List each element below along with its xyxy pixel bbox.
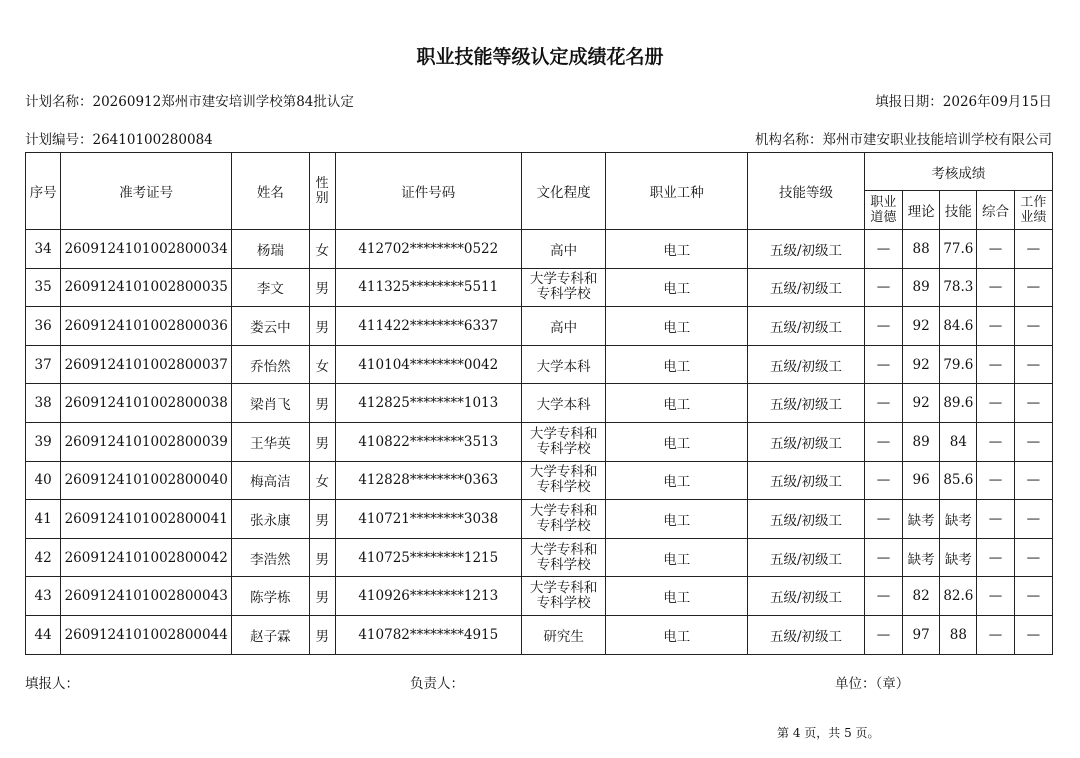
cell-ethics: —: [864, 345, 902, 384]
cell-skill: 78.3: [940, 268, 977, 307]
cell-seq: 44: [26, 615, 61, 654]
table-row: [26, 538, 1053, 577]
table-row: [26, 422, 1053, 461]
cell-id-no: 411325********5511: [335, 268, 521, 307]
cell-education: 研究生: [521, 615, 605, 654]
cell-id-no: 412825********1013: [335, 384, 521, 423]
cell-skill-level: 五级/初级工: [748, 345, 865, 384]
header-occupation: 职业工种: [606, 153, 748, 230]
table-row: [26, 615, 1053, 654]
education-text: 大学专科和专科学校: [529, 580, 598, 612]
cell-id-no: 411422********6337: [335, 307, 521, 346]
education-text: 大学专科和专科学校: [529, 541, 598, 573]
cell-education: [521, 461, 605, 500]
cell-gender: 女: [309, 461, 335, 500]
cell-exam-no: 2609124101002800044: [61, 615, 232, 654]
cell-id-no: 410822********3513: [335, 422, 521, 461]
cell-skill-level: 五级/初级工: [748, 307, 865, 346]
cell-ethics: —: [864, 384, 902, 423]
cell-occupation: 电工: [606, 538, 748, 577]
cell-name: 陈学栋: [232, 577, 309, 616]
cell-name: 娄云中: [232, 307, 309, 346]
cell-skill-level: 五级/初级工: [748, 384, 865, 423]
cell-theory: 缺考: [903, 500, 940, 539]
cell-name: 乔怡然: [232, 345, 309, 384]
cell-name: 张永康: [232, 500, 309, 539]
header-scores-group: 考核成绩: [864, 153, 1052, 191]
cell-comprehensive: —: [977, 230, 1014, 269]
cell-theory: 97: [903, 615, 940, 654]
page-info: 第 4 页，共 5 页。: [777, 726, 880, 740]
cell-ethics: —: [864, 461, 902, 500]
cell-occupation: 电工: [606, 500, 748, 539]
cell-skill: 79.6: [940, 345, 977, 384]
cell-comprehensive: —: [977, 345, 1014, 384]
cell-skill: 88: [940, 615, 977, 654]
cell-seq: 35: [26, 268, 61, 307]
cell-work-perf: —: [1014, 500, 1052, 539]
cell-seq: 43: [26, 577, 61, 616]
table-row: [26, 577, 1053, 616]
cell-comprehensive: —: [977, 615, 1014, 654]
cell-occupation: 电工: [606, 345, 748, 384]
cell-ethics: —: [864, 615, 902, 654]
cell-seq: 36: [26, 307, 61, 346]
cell-ethics: —: [864, 422, 902, 461]
cell-exam-no: 2609124101002800038: [61, 384, 232, 423]
table-row: [26, 307, 1053, 346]
table-row: [26, 500, 1053, 539]
cell-skill: 缺考: [940, 538, 977, 577]
header-seq: 序号: [26, 153, 61, 230]
cell-occupation: 电工: [606, 384, 748, 423]
cell-skill-level: 五级/初级工: [748, 577, 865, 616]
supervisor-label: 负责人：: [410, 676, 464, 692]
cell-id-no: 410104********0042: [335, 345, 521, 384]
header-name: 姓名: [232, 153, 309, 230]
cell-skill-level: 五级/初级工: [748, 461, 865, 500]
cell-education: [521, 268, 605, 307]
cell-occupation: 电工: [606, 461, 748, 500]
header-id-no: 证件号码: [335, 153, 521, 230]
cell-seq: 41: [26, 500, 61, 539]
cell-gender: 男: [309, 538, 335, 577]
cell-exam-no: 2609124101002800039: [61, 422, 232, 461]
cell-exam-no: 2609124101002800040: [61, 461, 232, 500]
table-row: [26, 345, 1053, 384]
cell-occupation: 电工: [606, 422, 748, 461]
cell-ethics: —: [864, 268, 902, 307]
cell-skill: 89.6: [940, 384, 977, 423]
cell-comprehensive: —: [977, 268, 1014, 307]
header-education: 文化程度: [521, 153, 605, 230]
document-title: 职业技能等级认定成绩花名册: [416, 46, 664, 68]
table-row: [26, 230, 1053, 269]
cell-education: [521, 500, 605, 539]
plan-name: 计划名称：20260912郑州市建安培训学校第84批认定: [25, 94, 354, 110]
cell-id-no: 410926********1213: [335, 577, 521, 616]
cell-name: 杨瑞: [232, 230, 309, 269]
cell-theory: 92: [903, 384, 940, 423]
cell-exam-no: 2609124101002800037: [61, 345, 232, 384]
cell-theory: 96: [903, 461, 940, 500]
cell-work-perf: —: [1014, 345, 1052, 384]
header-comprehensive: 综合: [977, 191, 1014, 230]
cell-name: 王华英: [232, 422, 309, 461]
cell-comprehensive: —: [977, 500, 1014, 539]
table-row: [26, 268, 1053, 307]
cell-occupation: 电工: [606, 577, 748, 616]
cell-skill: 85.6: [940, 461, 977, 500]
cell-seq: 42: [26, 538, 61, 577]
cell-work-perf: —: [1014, 268, 1052, 307]
cell-comprehensive: —: [977, 307, 1014, 346]
cell-id-no: 410721********3038: [335, 500, 521, 539]
table-row: [26, 461, 1053, 500]
cell-comprehensive: —: [977, 461, 1014, 500]
cell-work-perf: —: [1014, 461, 1052, 500]
unit-seal-label: 单位：（章）: [835, 676, 910, 692]
cell-skill-level: 五级/初级工: [748, 500, 865, 539]
cell-skill: 84: [940, 422, 977, 461]
cell-skill: 84.6: [940, 307, 977, 346]
cell-skill: 77.6: [940, 230, 977, 269]
cell-id-no: 410782********4915: [335, 615, 521, 654]
cell-exam-no: 2609124101002800041: [61, 500, 232, 539]
cell-gender: 男: [309, 307, 335, 346]
header-ethics: 职业道德: [864, 191, 902, 230]
cell-ethics: —: [864, 230, 902, 269]
filler-label: 填报人：: [25, 676, 79, 692]
header-work-perf: 工作业绩: [1014, 191, 1052, 230]
cell-theory: 92: [903, 345, 940, 384]
cell-work-perf: —: [1014, 230, 1052, 269]
cell-comprehensive: —: [977, 422, 1014, 461]
cell-skill-level: 五级/初级工: [748, 230, 865, 269]
cell-seq: 38: [26, 384, 61, 423]
cell-name: 梁肖飞: [232, 384, 309, 423]
score-table: [25, 152, 1053, 655]
table-row: [26, 384, 1053, 423]
cell-education: 高中: [521, 307, 605, 346]
cell-theory: 89: [903, 422, 940, 461]
cell-seq: 39: [26, 422, 61, 461]
cell-gender: 男: [309, 422, 335, 461]
cell-education: [521, 577, 605, 616]
cell-work-perf: —: [1014, 384, 1052, 423]
education-text: 大学专科和专科学校: [529, 425, 598, 457]
plan-code: 计划编号：26410100280084: [25, 132, 213, 148]
education-text: 大学专科和专科学校: [529, 271, 598, 303]
cell-comprehensive: —: [977, 577, 1014, 616]
cell-theory: 89: [903, 268, 940, 307]
cell-name: 李浩然: [232, 538, 309, 577]
cell-seq: 37: [26, 345, 61, 384]
cell-name: 赵子霖: [232, 615, 309, 654]
cell-work-perf: —: [1014, 577, 1052, 616]
cell-work-perf: —: [1014, 538, 1052, 577]
cell-education: 大学本科: [521, 384, 605, 423]
cell-exam-no: 2609124101002800036: [61, 307, 232, 346]
education-text: 大学专科和专科学校: [529, 464, 598, 496]
cell-id-no: 412702********0522: [335, 230, 521, 269]
cell-skill-level: 五级/初级工: [748, 538, 865, 577]
cell-occupation: 电工: [606, 307, 748, 346]
org-name: 机构名称：郑州市建安职业技能培训学校有限公司: [755, 132, 1052, 148]
cell-gender: 女: [309, 345, 335, 384]
cell-work-perf: —: [1014, 615, 1052, 654]
header-gender: 性别: [309, 153, 335, 230]
cell-seq: 40: [26, 461, 61, 500]
cell-skill-level: 五级/初级工: [748, 422, 865, 461]
cell-exam-no: 2609124101002800034: [61, 230, 232, 269]
header-skill-level: 技能等级: [748, 153, 865, 230]
cell-education: [521, 538, 605, 577]
cell-theory: 缺考: [903, 538, 940, 577]
education-text: 大学专科和专科学校: [529, 502, 598, 534]
cell-gender: 男: [309, 577, 335, 616]
cell-occupation: 电工: [606, 230, 748, 269]
cell-id-no: 410725********1215: [335, 538, 521, 577]
cell-education: [521, 422, 605, 461]
cell-education: 大学本科: [521, 345, 605, 384]
cell-gender: 男: [309, 384, 335, 423]
cell-id-no: 412828********0363: [335, 461, 521, 500]
cell-gender: 男: [309, 615, 335, 654]
cell-theory: 88: [903, 230, 940, 269]
cell-occupation: 电工: [606, 615, 748, 654]
cell-skill: 82.6: [940, 577, 977, 616]
cell-gender: 女: [309, 230, 335, 269]
cell-seq: 34: [26, 230, 61, 269]
header-skill: 技能: [940, 191, 977, 230]
cell-ethics: —: [864, 577, 902, 616]
cell-work-perf: —: [1014, 307, 1052, 346]
cell-occupation: 电工: [606, 268, 748, 307]
cell-comprehensive: —: [977, 538, 1014, 577]
cell-exam-no: 2609124101002800042: [61, 538, 232, 577]
cell-theory: 82: [903, 577, 940, 616]
cell-gender: 男: [309, 500, 335, 539]
header-exam-no: 准考证号: [61, 153, 232, 230]
cell-comprehensive: —: [977, 384, 1014, 423]
cell-exam-no: 2609124101002800043: [61, 577, 232, 616]
cell-skill-level: 五级/初级工: [748, 615, 865, 654]
cell-ethics: —: [864, 500, 902, 539]
cell-ethics: —: [864, 307, 902, 346]
cell-ethics: —: [864, 538, 902, 577]
cell-name: 李文: [232, 268, 309, 307]
cell-theory: 92: [903, 307, 940, 346]
cell-skill-level: 五级/初级工: [748, 268, 865, 307]
cell-name: 梅高洁: [232, 461, 309, 500]
cell-gender: 男: [309, 268, 335, 307]
cell-work-perf: —: [1014, 422, 1052, 461]
cell-exam-no: 2609124101002800035: [61, 268, 232, 307]
cell-skill: 缺考: [940, 500, 977, 539]
fill-date: 填报日期：2026年09月15日: [875, 94, 1052, 110]
header-theory: 理论: [903, 191, 940, 230]
cell-education: 高中: [521, 230, 605, 269]
